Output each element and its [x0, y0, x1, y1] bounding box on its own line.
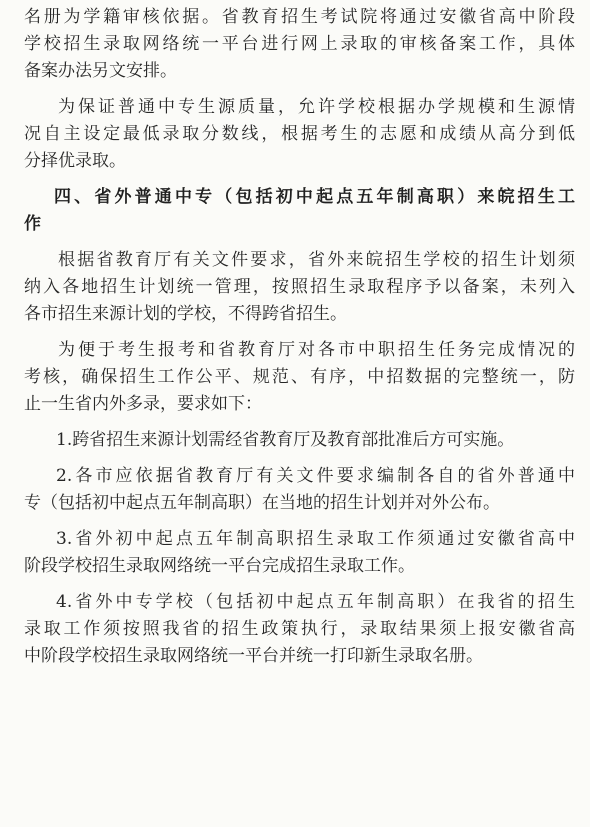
text-line: 备案办法另文安排。: [24, 61, 177, 81]
text-line: 为便于考生报考和省教育厅对各市中职招生任务完成情况的: [58, 340, 575, 360]
text-line: 中阶段学校招生录取网络统一平台并统一打印新生录取名册。: [24, 646, 483, 666]
text-line: 分择优录取。: [24, 151, 126, 171]
text-line: 名册为学籍审核依据。省教育招生考试院将通过安徽省高中阶段: [24, 7, 575, 27]
text-line: 根据省教育厅有关文件要求，省外来皖招生学校的招生计划须: [58, 250, 575, 270]
list-item-1: [24, 427, 575, 454]
heading-line: 作: [24, 214, 41, 234]
list-item-2: [24, 463, 575, 517]
list-item-4: [24, 589, 575, 670]
paragraph-minimum-score: [24, 94, 575, 175]
text-line: 3.省外初中起点五年制高职招生录取工作须通过安徽省高中: [56, 529, 575, 549]
text-line: 各市招生来源计划的学校，不得跨省招生。: [24, 304, 347, 324]
paragraph-provincial-plan: [24, 247, 575, 328]
paragraph-requirements-intro: [24, 337, 575, 418]
section-heading-4: [24, 184, 575, 238]
text-line: 学校招生录取网络统一平台进行网上录取的审核备案工作，具体: [24, 34, 575, 54]
text-line: 纳入各地招生计划统一管理，按照招生录取程序予以备案，未列入: [24, 277, 575, 297]
list-item-3: [24, 526, 575, 580]
text-line: 2.各市应依据省教育厅有关文件要求编制各自的省外普通中: [56, 466, 575, 486]
text-line: 4.省外中专学校（包括初中起点五年制高职）在我省的招生: [56, 592, 575, 612]
heading-line: 四、省外普通中专（包括初中起点五年制高职）来皖招生工: [54, 187, 575, 207]
text-line: 止一生省内外多录，要求如下：: [24, 394, 262, 414]
text-line: 阶段学校招生录取网络统一平台完成招生录取工作。: [24, 556, 415, 576]
paragraph-registration-review: [24, 4, 575, 85]
text-line: 考核，确保招生工作公平、规范、有序，中招数据的完整统一，防: [24, 367, 575, 387]
text-line: 1.跨省招生来源计划需经省教育厅及教育部批准后方可实施。: [56, 430, 515, 450]
text-line: 专（包括初中起点五年制高职）在当地的招生计划并对外公布。: [24, 493, 500, 513]
text-line: 为保证普通中专生源质量，允许学校根据办学规模和生源情: [58, 97, 575, 117]
text-line: 录取工作须按照我省的招生政策执行，录取结果须上报安徽省高: [24, 619, 575, 639]
text-line: 况自主设定最低录取分数线，根据考生的志愿和成绩从高分到低: [24, 124, 575, 144]
